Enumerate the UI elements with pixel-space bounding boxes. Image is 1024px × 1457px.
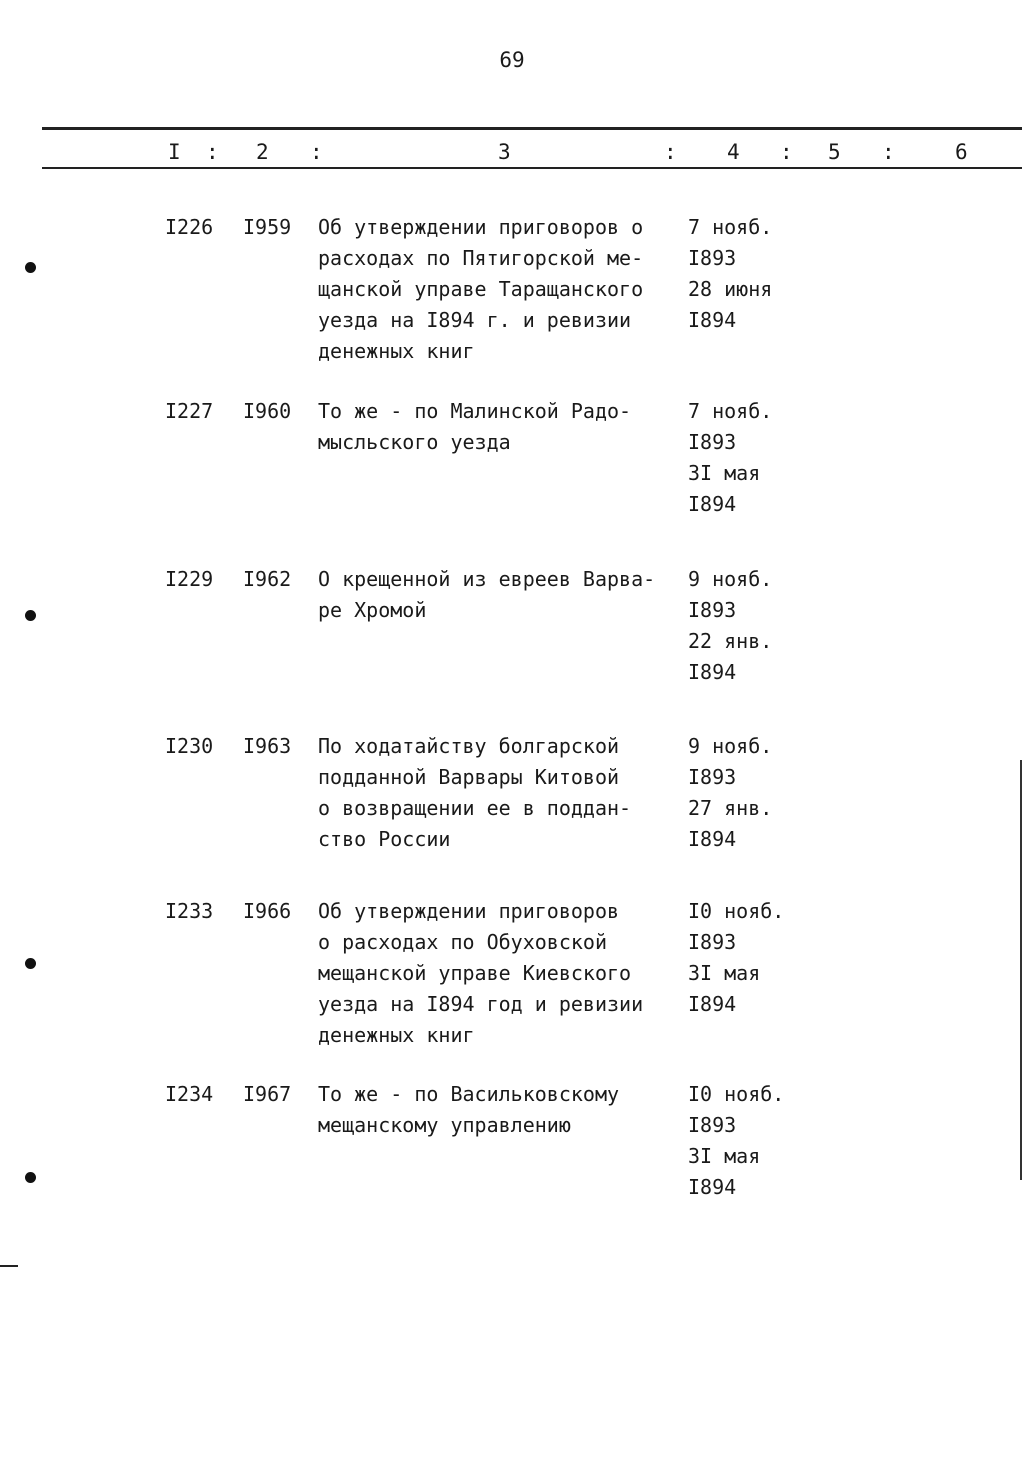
column-header-2: 2 [256, 140, 269, 164]
date-line: 3I мая [688, 961, 761, 985]
punch-hole-icon [25, 958, 36, 969]
description-line: ре Хромой [318, 598, 427, 622]
description-line: уезда на I894 год и ревизии [318, 992, 644, 1016]
date-line: I893 [688, 765, 737, 789]
reference-number: I962 [243, 567, 292, 591]
column-separator: : [780, 140, 793, 164]
description-line: О крещенной из евреев Варва- [318, 567, 656, 591]
entry-description [318, 212, 683, 367]
date-line: 28 июня [688, 277, 773, 301]
column-header-1: I [168, 140, 181, 164]
column-separator: : [310, 140, 323, 164]
header-bottom-rule [42, 167, 1022, 169]
description-line: щанской управе Таращанского [318, 277, 644, 301]
entry-dates [688, 1079, 808, 1203]
description-line: расходах по Пятигорской ме- [318, 246, 644, 270]
entry-number: I226 [165, 215, 214, 239]
column-separator: : [664, 140, 677, 164]
date-line: I894 [688, 992, 737, 1016]
date-line: 7 нояб. [688, 399, 773, 423]
date-line: I894 [688, 1175, 737, 1199]
margin-mark [0, 1265, 18, 1267]
date-line: 9 нояб. [688, 734, 773, 758]
description-line: То же - по Васильковскому [318, 1082, 620, 1106]
description-line: мещанской управе Киевского [318, 961, 632, 985]
date-line: 27 янв. [688, 796, 773, 820]
entry-dates [688, 896, 808, 1020]
description-line: подданной Варвары Китовой [318, 765, 620, 789]
column-header-6: 6 [955, 140, 968, 164]
punch-hole-icon [25, 262, 36, 273]
entry-description [318, 896, 683, 1051]
entry-description [318, 731, 683, 855]
reference-number: I960 [243, 399, 292, 423]
date-line: I893 [688, 598, 737, 622]
entry-dates [688, 212, 808, 336]
entry-number: I233 [165, 899, 214, 923]
description-line: о расходах по Обуховской [318, 930, 607, 954]
date-line: I893 [688, 930, 737, 954]
description-line: о возвращении ее в поддан- [318, 796, 632, 820]
description-line: мещанскому управлению [318, 1113, 571, 1137]
date-line: I894 [688, 660, 737, 684]
column-header-5: 5 [828, 140, 841, 164]
column-separator: : [206, 140, 219, 164]
entry-dates [688, 396, 808, 520]
entry-dates [688, 731, 808, 855]
column-separator: : [882, 140, 895, 164]
description-line: денежных книг [318, 339, 475, 363]
entry-description [318, 564, 683, 626]
description-line: денежных книг [318, 1023, 475, 1047]
date-line: 3I мая [688, 1144, 761, 1168]
punch-hole-icon [25, 610, 36, 621]
column-header-4: 4 [727, 140, 740, 164]
date-line: 3I мая [688, 461, 761, 485]
entry-number: I234 [165, 1082, 214, 1106]
entry-number: I227 [165, 399, 214, 423]
description-line: мысльского уезда [318, 430, 511, 454]
header-top-rule [42, 127, 1022, 130]
description-line: По ходатайству болгарской [318, 734, 620, 758]
scan-edge-line [1020, 760, 1022, 1180]
date-line: I0 нояб. [688, 899, 785, 923]
reference-number: I966 [243, 899, 292, 923]
entry-description [318, 1079, 683, 1141]
reference-number: I967 [243, 1082, 292, 1106]
description-line: Об утверждении приговоров [318, 899, 620, 923]
date-line: 7 нояб. [688, 215, 773, 239]
reference-number: I963 [243, 734, 292, 758]
description-line: ство России [318, 827, 451, 851]
description-line: То же - по Малинской Радо- [318, 399, 632, 423]
date-line: I894 [688, 492, 737, 516]
date-line: 9 нояб. [688, 567, 773, 591]
date-line: 22 янв. [688, 629, 773, 653]
description-line: уезда на I894 г. и ревизии [318, 308, 632, 332]
date-line: I893 [688, 246, 737, 270]
entry-dates [688, 564, 808, 688]
description-line: Об утверждении приговоров о [318, 215, 644, 239]
entry-number: I229 [165, 567, 214, 591]
date-line: I0 нояб. [688, 1082, 785, 1106]
entry-number: I230 [165, 734, 214, 758]
page-number: 69 [499, 48, 525, 72]
punch-hole-icon [25, 1172, 36, 1183]
date-line: I893 [688, 1113, 737, 1137]
entry-description [318, 396, 683, 458]
column-header-row [0, 140, 1024, 166]
date-line: I894 [688, 308, 737, 332]
date-line: I894 [688, 827, 737, 851]
reference-number: I959 [243, 215, 292, 239]
column-header-3: 3 [498, 140, 511, 164]
date-line: I893 [688, 430, 737, 454]
